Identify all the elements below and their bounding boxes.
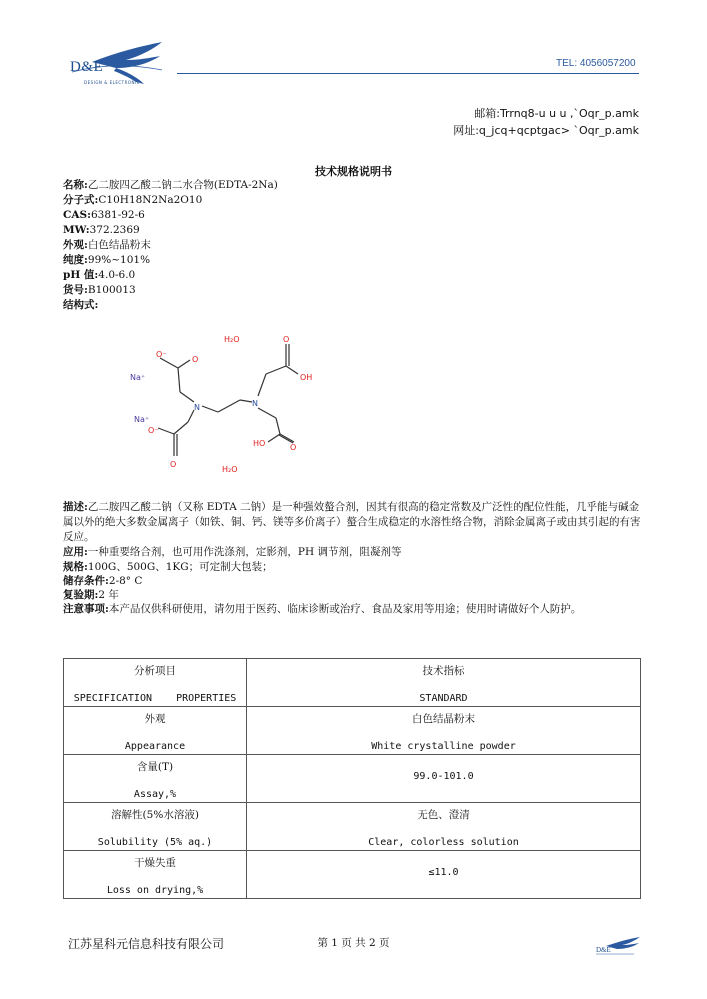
standard-en: Clear, colorless solution — [368, 837, 519, 848]
table-cell — [64, 851, 247, 899]
table-cell — [247, 707, 641, 755]
header-en-standard: STANDARD — [419, 693, 468, 704]
footer-company: 江苏星科元信息科技有限公司 — [68, 937, 225, 951]
hydroxyl-1: OH — [300, 373, 313, 382]
table-cell — [64, 707, 247, 755]
table-header-row — [64, 659, 641, 707]
field-ph: pH 值:4.0-6.0 — [63, 269, 136, 281]
item-en: Loss on drying,% — [106, 885, 204, 896]
item-cn: 外观 — [144, 713, 166, 725]
svg-text:O: O — [192, 355, 199, 364]
table-header-cell — [247, 659, 641, 707]
storage-paragraph: 储存条件:2-8° C — [63, 575, 143, 587]
table-row — [64, 755, 641, 803]
table-row — [64, 803, 641, 851]
field-name: 名称:乙二胺四乙酸二钠二水合物(EDTA-2Na) — [63, 179, 278, 191]
header-divider — [177, 73, 639, 74]
standard-en: White crystalline powder — [371, 741, 516, 752]
table-cell — [247, 851, 641, 899]
footer-page-number: 第 1 页 共 2 页 — [317, 937, 390, 949]
item-en: Assay,% — [133, 789, 177, 800]
header-email: 邮箱:Trrnq8-u u u ,`Oqr_p.amk — [474, 107, 639, 120]
structure-diagram — [118, 322, 348, 482]
svg-text:D&E: D&E — [596, 946, 611, 954]
sodium-ion-2: Na⁺ — [134, 415, 150, 424]
standard-value: 99.0-101.0 — [413, 771, 474, 782]
logo-text: D&E — [70, 59, 104, 75]
table-row — [64, 851, 641, 899]
hydroxyl-2: HO — [253, 439, 266, 448]
field-structure-label: 结构式: — [63, 299, 99, 311]
water-1: H₂O — [224, 335, 240, 344]
field-formula: 分子式:C10H18N2Na2O10 — [63, 194, 203, 206]
table-cell — [247, 803, 641, 851]
item-cn: 溶解性(5%水溶液) — [111, 809, 199, 821]
oxygen-minus-2: O⁻ — [148, 426, 159, 435]
field-mw: MW:372.2369 — [63, 224, 140, 236]
header-website: 网址:q_jcq+qcptgac> `Oqr_p.amk — [453, 124, 639, 137]
field-purity: 纯度:99%~101% — [63, 254, 151, 266]
standard-cn: 白色结晶粉末 — [412, 713, 475, 725]
item-en: Solubility (5% aq.) — [97, 837, 213, 848]
standard-value: ≤11.0 — [428, 867, 459, 878]
field-cas: CAS:6381-92-6 — [63, 209, 145, 221]
specification-table — [63, 658, 641, 899]
item-cn: 干燥失重 — [134, 857, 176, 869]
svg-text:O: O — [290, 443, 297, 452]
svg-text:O: O — [170, 460, 177, 469]
oxygen-minus-1: O⁻ — [156, 350, 167, 359]
description-paragraph: 描述:乙二胺四乙酸二钠（又称 EDTA 二钠）是一种强效螯合剂，因其有很高的稳定常数及广泛性的配位性能，几乎能与碱金属以外的绝大多数金属离子（如铁、铜、钙、镁等多价离子）螯合生成稳定的水溶性络合物，消除金属离子或由其引起的有害反应。 — [63, 501, 641, 543]
footer-logo-icon — [594, 936, 642, 958]
logo-tagline: DESIGN & ELECTRONIC — [84, 80, 140, 85]
nitrogen-2: N — [252, 399, 258, 408]
notice-paragraph: 注意事项:本产品仅供科研使用，请勿用于医药、临床诊断或治疗、食品及家用等用途；使用时请做好个人防护。 — [63, 603, 582, 615]
nitrogen-1: N — [194, 403, 200, 412]
svg-text:O: O — [283, 335, 290, 344]
header-cn-item: 分析项目 — [134, 665, 176, 677]
item-cn: 含量(T) — [136, 761, 174, 773]
retest-paragraph: 复验期:2 年 — [63, 589, 119, 601]
table-header-cell — [64, 659, 247, 707]
spec-paragraph: 规格:100G、500G、1KG；可定制大包装； — [63, 561, 273, 573]
table-cell — [64, 803, 247, 851]
table-cell — [64, 755, 247, 803]
item-en: Appearance — [124, 741, 186, 752]
sodium-ion-1: Na⁺ — [130, 373, 146, 382]
water-2: H₂O — [222, 465, 238, 474]
standard-cn: 无色、澄清 — [417, 809, 470, 821]
header-tel: TEL: 4056057200 — [556, 58, 636, 69]
header-en-item: SPECIFICATION PROPERTIES — [73, 693, 237, 704]
table-row — [64, 707, 641, 755]
table-cell — [247, 755, 641, 803]
header-cn-standard: 技术指标 — [422, 665, 465, 677]
field-appearance: 外观:白色结晶粉末 — [63, 239, 151, 251]
field-catalog-no: 货号:B100013 — [63, 284, 136, 296]
document-title: 技术规格说明书 — [315, 165, 392, 178]
application-paragraph: 应用:一种重要络合剂，也可用作洗涤剂，定影剂，PH 调节剂，阻凝剂等 — [63, 546, 402, 558]
